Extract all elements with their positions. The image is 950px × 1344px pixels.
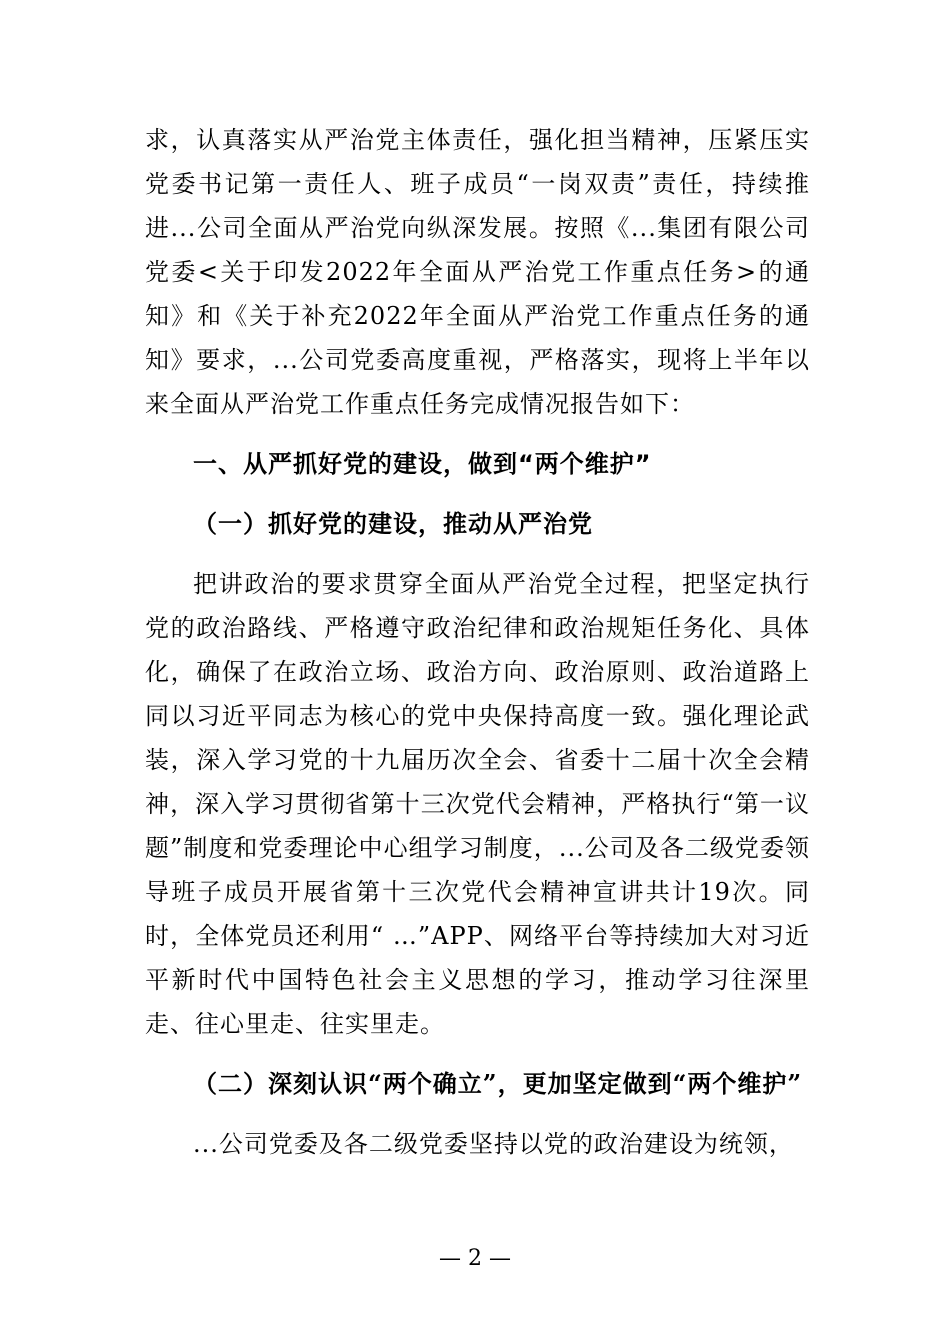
paragraph-intro: 求，认真落实从严治党主体责任，强化担当精神，压紧压实党委书记第一责任人、班子成员“一岗双责”责任，持续推进...公司全面从严治党向纵深发展。按照《...集团有限公司党委<关于印发2022年全面从严治党工作重点任务>的通知》和《关于补充2022年全面从严治党工作重点任务的通知》要求，...公司党委高度重视，严格落实，现将上半年以来全面从严治党工作重点任务完成情况报告如下： [145,126,810,418]
page-number: — 2 — [439,1246,511,1271]
paragraph-continued: ...公司党委及各二级党委坚持以党的政治建设为统领， [193,1130,794,1158]
subsection-heading-1: （一）抓好党的建设，推动从严治党 [193,509,593,538]
paragraph-party-building: 把讲政治的要求贯穿全面从严治党全过程，把坚定执行党的政治路线、严格遵守政治纪律和政治规矩任务化、具体化，确保了在政治立场、政治方向、政治原则、政治道路上同以习近平同志为核心的党中央保持高度一致。强化理论武装，深入学习党的十九届历次全会、省委十二届十次全会精神，深入学习贯彻省第十三次党代会精神，严格执行“第一议题”制度和党委理论中心组学习制度，...公司及各二级党委领导班子成员开展省第十三次党代会精神宣讲共计19次。同时，全体党员还利用“ …”APP、网络平台等持续加大对习近平新时代中国特色社会主义思想的学习，推动学习往深里走、往心里走、往实里走。 [145,570,810,1038]
document-body [145,118,810,1166]
section-heading-1: 一、从严抓好党的建设，做到“两个维护” [193,450,652,478]
subsection-heading-2: （二）深刻认识“两个确立”，更加坚定做到“两个维护” [193,1069,803,1098]
